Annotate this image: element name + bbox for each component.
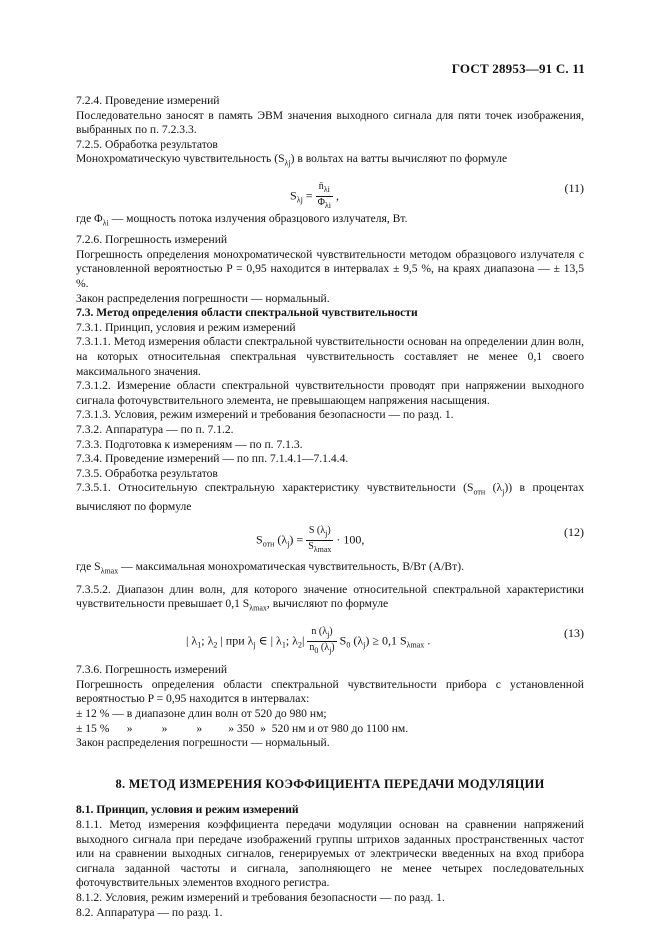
formula-13-expression xyxy=(186,626,430,657)
text: 7.2.5. Обработка результатов xyxy=(76,137,218,151)
subscript: λi xyxy=(323,185,330,195)
text: Последовательно заносят в память ЭВМ значения выходного сигнала для пяти точек изображения, выбранных по п. 7.2.3.3. xyxy=(76,108,584,137)
text: Монохроматическую чувствительность (S xyxy=(76,152,285,166)
paragraph-7-3-3 xyxy=(76,438,584,453)
subscript: отн xyxy=(473,487,486,497)
subscript: отн xyxy=(262,539,275,549)
equals: = xyxy=(305,188,313,203)
text: 7.3.4. Проведение измерений — по пп. 7.1.4.1—7.1.4.4. xyxy=(76,452,349,466)
text: n (λ xyxy=(311,626,328,638)
symbol: S xyxy=(290,188,297,203)
text: 7.3.2. Аппаратура — по п. 7.1.2. xyxy=(76,422,234,436)
text: 8.1.1. Метод измерения коэффициента передачи модуляции основан на сравнении напряжений выходного сигнала при передаче изображений группы штрихов заданных пространственных частот или на сравнении выходных сигналов, генерируемых от электрически введенных на вход прибора сигнала заданной частоты и сигнала, заполняющего не менее четырех последовательных фоточувствительных элементов входного регистра. xyxy=(76,817,584,890)
subscript: λj xyxy=(284,158,291,168)
paragraph-7-3-1-3 xyxy=(76,408,584,423)
paragraph-phi-def xyxy=(76,212,584,231)
numerator xyxy=(316,181,333,197)
text: ) в вольтах на ватты вычисляют по формуле xyxy=(290,152,508,166)
text: n xyxy=(309,642,315,654)
formula-12-expression xyxy=(256,525,364,556)
paragraph-law xyxy=(76,292,584,307)
paragraph-7-3-1-1 xyxy=(76,335,584,379)
paragraph-7-3-1 xyxy=(76,321,584,336)
subscript: j xyxy=(287,539,290,549)
text: Закон распределения погрешности — нормальный. xyxy=(76,291,330,305)
subscript: 0 xyxy=(346,640,351,650)
text: Погрешность определения области спектральной чувствительности прибора с установленной вероятностью P = 0,95 находится в интервалах: xyxy=(76,677,584,706)
numerator xyxy=(306,525,333,541)
symbol: Φ xyxy=(317,197,325,209)
text: , вычисляют по формуле xyxy=(266,597,389,611)
subscript: λi xyxy=(102,218,109,228)
text: ± 15 % » » » » 350 » 520 нм и от 980 до 1100 нм. xyxy=(76,721,409,735)
text: ; λ xyxy=(285,633,298,648)
text: S xyxy=(339,633,347,648)
subscript: 0 xyxy=(314,646,319,656)
period: . xyxy=(424,633,431,648)
subscript: j xyxy=(325,528,328,538)
text: 7.3.6. Погрешность измерений xyxy=(76,663,228,677)
fraction xyxy=(316,181,333,212)
paragraph-7-3-4 xyxy=(76,452,584,467)
text: 7.2.6. Погрешность измерений xyxy=(76,233,228,247)
subscript: 2 xyxy=(297,640,302,650)
paragraph-law-2 xyxy=(76,736,584,751)
subscript: 1 xyxy=(197,640,202,650)
paragraph-7-2-6-body xyxy=(76,248,584,292)
formula-12 xyxy=(76,519,584,557)
subscript: λmax xyxy=(100,566,119,576)
subscript: j xyxy=(329,646,332,656)
text: )) в процентах вычисляют по формуле xyxy=(76,481,585,514)
text: 7.3.3. Подготовка к измерениям — по п. 7.1.3. xyxy=(76,437,303,451)
fraction xyxy=(307,626,336,657)
heading-8-1 xyxy=(76,803,584,818)
paragraph-8-2 xyxy=(76,906,584,921)
paragraph-7-2-6 xyxy=(76,233,584,248)
formula-13 xyxy=(76,620,584,660)
text: ± 12 % — в диапазоне длин волн от 520 до 980 нм; xyxy=(76,706,327,720)
formula-number: (13) xyxy=(564,626,584,641)
paragraph-8-1-2 xyxy=(76,891,584,906)
subscript: j xyxy=(363,640,366,650)
text: ) = xyxy=(289,532,304,547)
text: | при λ xyxy=(217,633,254,648)
text: 7.3.1.3. Условия, режим измерений и требования безопасности — по разд. 1. xyxy=(76,408,454,422)
subscript: j xyxy=(253,640,256,650)
paragraph-7-2-5 xyxy=(76,138,584,153)
text: где Φ xyxy=(76,212,103,226)
paragraph-8-1-1 xyxy=(76,818,584,891)
text: | λ xyxy=(186,633,198,648)
denominator xyxy=(306,541,333,556)
formula-11-expression xyxy=(290,181,339,212)
text: 7.3.1.1. Метод измерения области спектральной чувствительности основан на определении длин волн, на которых относительная спектральная чувствительность составляет не менее 0,1 своего максимального значения. xyxy=(76,335,584,378)
text: 7.2.4. Проведение измерений xyxy=(76,94,220,107)
numerator xyxy=(307,626,336,642)
text: ) xyxy=(329,626,333,638)
paragraph-7-2-5-body xyxy=(76,152,584,171)
text: 8.1.2. Условия, режим измерений и требования безопасности — по разд. 1. xyxy=(76,890,445,904)
subscript: λmax xyxy=(313,544,332,554)
paragraph-7-3-5-2 xyxy=(76,583,584,617)
text: — мощность потока излучения образцового излучателя, Вт. xyxy=(108,212,408,226)
subscript: 2 xyxy=(213,640,218,650)
text: (λ xyxy=(318,642,330,654)
heading-7-3 xyxy=(76,306,584,321)
paragraph-7-3-6-body xyxy=(76,678,584,707)
text: Погрешность определения монохроматической чувствительности методом образцового излучателя с установленной вероятностью P = 0,95 находится в интервалах ± 9,5 %, на краях диапазона — ± 13,5 %. xyxy=(76,247,584,290)
paragraph-7-3-5-1 xyxy=(76,481,584,515)
subscript: λmax xyxy=(406,640,425,650)
text: 8.2. Аппаратура — по разд. 1. xyxy=(76,905,223,919)
denominator xyxy=(307,642,336,657)
text: 7.3.5.1. Относительную спектральную характеристику чувствительности (S xyxy=(76,481,474,495)
subscript: λj xyxy=(296,195,303,205)
paragraph-interval-2 xyxy=(76,722,584,737)
text: · 100, xyxy=(336,532,365,547)
text: 8.1. Принцип, условия и режим измерений xyxy=(76,803,299,817)
subscript: j xyxy=(502,487,505,497)
subscript: j xyxy=(327,630,330,640)
text: ) ≥ 0,1 S xyxy=(365,633,407,648)
text: 7.3.5.2. Диапазон длин волн, для которого значение относительной спектральной характеристики чувствительности превышает 0,1 S xyxy=(76,582,584,611)
text: 7.3.1. Принцип, условия и режим измерений xyxy=(76,320,296,334)
symbol: S xyxy=(256,532,263,547)
paragraph-interval-1 xyxy=(76,707,584,722)
symbol: n̄ xyxy=(318,181,324,193)
text: Закон распределения погрешности — нормальный. xyxy=(76,736,330,750)
text: ) xyxy=(331,642,335,654)
paragraph-smax-def xyxy=(76,560,584,579)
document-body xyxy=(76,94,584,920)
text: 7.3.1.2. Измерение области спектральной чувствительности проводят при напряжении выходного сигнала фоточувствительного элемента, не превышающем напряжения насыщения. xyxy=(76,379,584,407)
text: (λ xyxy=(274,532,288,547)
symbol: S xyxy=(308,540,314,552)
paragraph-7-3-1-2 xyxy=(76,379,584,408)
formula-11 xyxy=(76,175,584,209)
paragraph-7-3-5 xyxy=(76,467,584,482)
denominator xyxy=(316,197,333,212)
formula-number: (12) xyxy=(564,524,584,539)
text: ) xyxy=(327,524,331,536)
text: ; λ xyxy=(201,633,214,648)
paragraph-7-2-4-body xyxy=(76,109,584,138)
text: | xyxy=(301,633,305,648)
text: где S xyxy=(76,559,101,573)
paragraph-7-3-6 xyxy=(76,663,584,678)
fraction xyxy=(306,525,333,556)
text: (λ xyxy=(485,481,503,495)
text: 7.3.5. Обработка результатов xyxy=(76,466,218,480)
subscript: λmax xyxy=(249,603,267,613)
text: ∈ | λ xyxy=(255,633,282,648)
text: — максимальная монохроматическая чувствительность, В/Вт (А/Вт). xyxy=(118,559,464,573)
paragraph-7-3-2 xyxy=(76,423,584,438)
subscript: λi xyxy=(324,201,331,211)
comma: , xyxy=(336,188,339,203)
page-header: ГОСТ 28953—91 С. 11 xyxy=(451,61,585,76)
formula-number: (11) xyxy=(564,181,584,196)
paragraph-7-2-4 xyxy=(76,94,584,109)
text: (λ xyxy=(350,633,364,648)
text: 7.3. Метод определения области спектральной чувствительности xyxy=(76,306,418,320)
subscript: 1 xyxy=(281,640,286,650)
section-8-heading: 8. МЕТОД ИЗМЕРЕНИЯ КОЭФФИЦИЕНТА ПЕРЕДАЧИ МОДУЛЯЦИИ xyxy=(115,776,545,791)
text: S (λ xyxy=(308,524,326,536)
